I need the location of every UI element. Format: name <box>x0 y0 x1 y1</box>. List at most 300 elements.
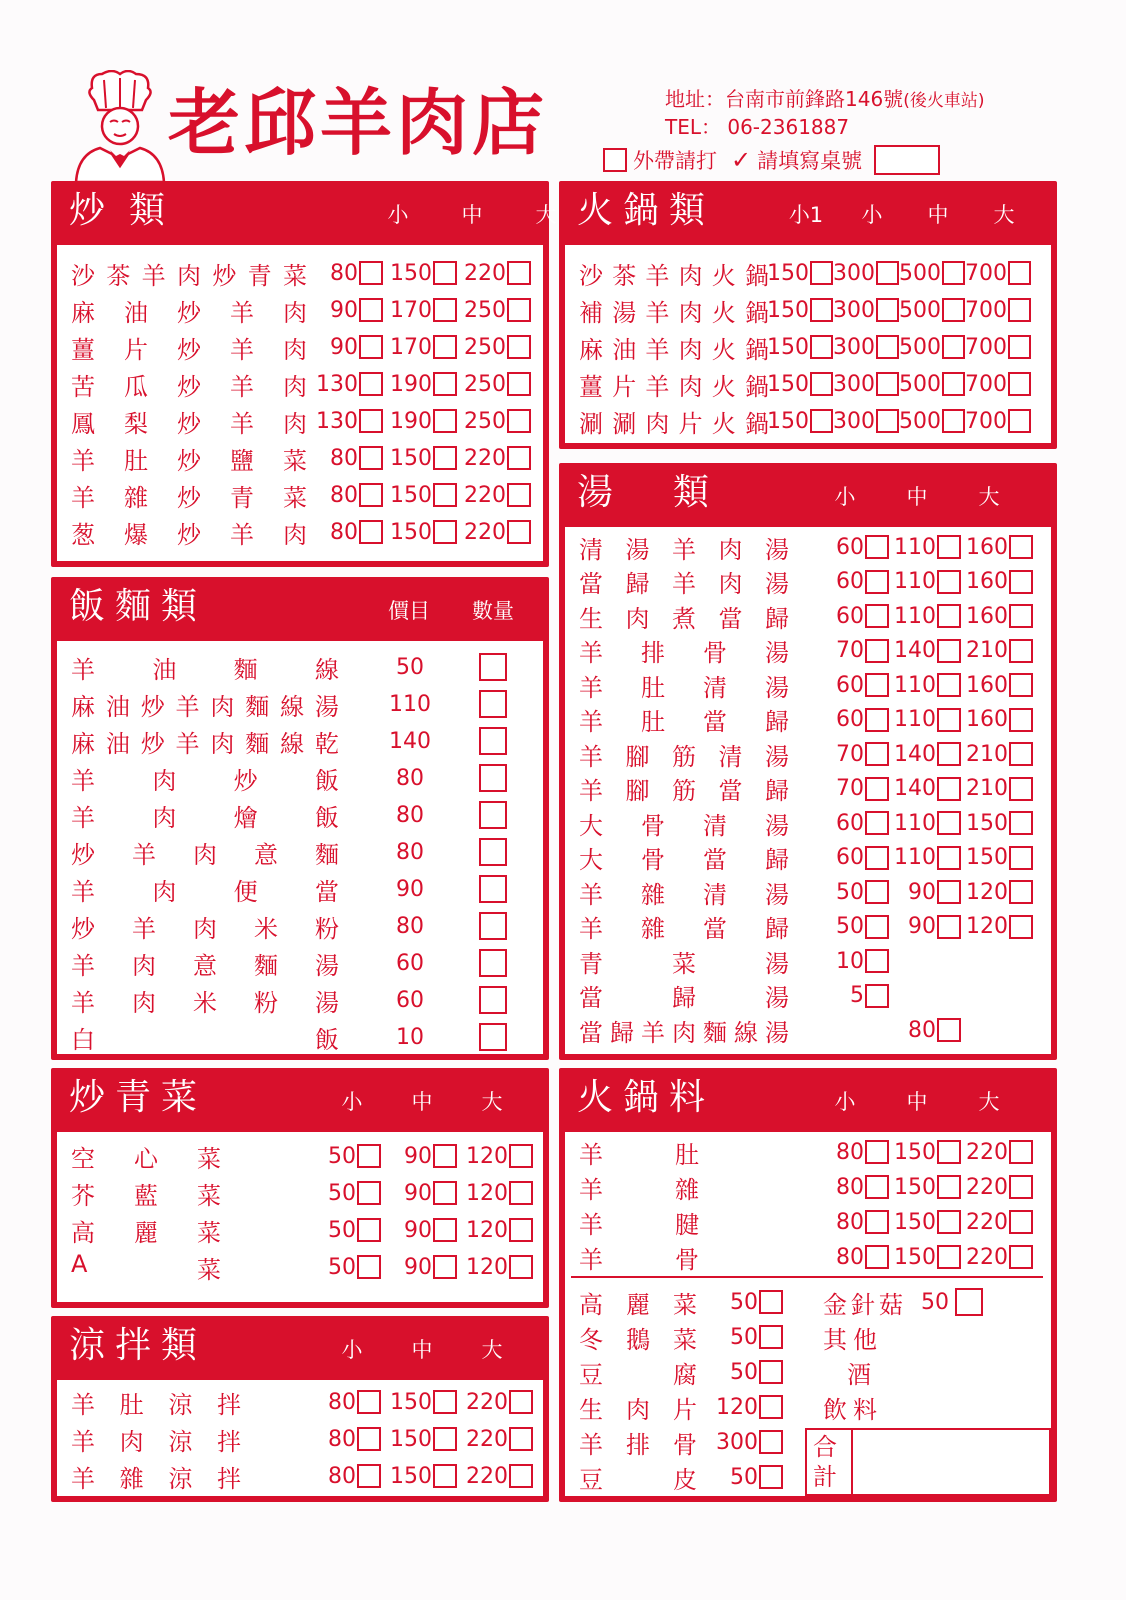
item-name-char: 羊 <box>579 1210 603 1239</box>
item-name-char: 片 <box>678 409 703 438</box>
price-options <box>817 1245 1033 1270</box>
item-name-char: 肉 <box>193 914 217 943</box>
price-option <box>309 261 383 286</box>
order-checkbox[interactable] <box>937 570 961 594</box>
quantity-checkbox[interactable] <box>479 764 507 792</box>
price-value: 90 <box>330 334 358 360</box>
item-name-char: 排 <box>641 639 665 667</box>
item-name-char: 炒 <box>140 729 165 758</box>
item-name-char: 羊 <box>71 483 95 512</box>
price-option <box>381 1464 457 1489</box>
price-value: 140 <box>894 638 936 663</box>
item-name <box>579 293 769 328</box>
item-name-char: 茶 <box>612 261 637 290</box>
order-checkbox[interactable] <box>509 1464 533 1488</box>
order-checkbox[interactable] <box>433 1144 457 1168</box>
price-value: 110 <box>894 845 936 870</box>
item-name-char: 炒 <box>71 840 95 869</box>
order-checkbox[interactable] <box>1008 298 1031 322</box>
order-checkbox[interactable] <box>810 298 833 322</box>
price-value: 60 <box>836 534 864 560</box>
item-name-char: 羊 <box>71 803 95 832</box>
order-checkbox[interactable] <box>507 520 531 544</box>
item-name-char: 湯 <box>314 692 339 721</box>
order-checkbox[interactable] <box>507 261 531 285</box>
col-small: 小 <box>861 203 883 227</box>
price-options <box>767 335 1031 360</box>
order-checkbox[interactable] <box>357 1464 381 1488</box>
item-name-char: 羊 <box>71 988 95 1017</box>
item-name-char: 肚 <box>124 446 148 475</box>
price-option <box>767 261 833 286</box>
order-checkbox[interactable] <box>433 1218 457 1242</box>
order-checkbox[interactable] <box>759 1325 783 1349</box>
order-checkbox[interactable] <box>433 520 457 544</box>
item-name <box>579 806 789 841</box>
order-checkbox[interactable] <box>1008 409 1031 433</box>
order-checkbox[interactable] <box>507 298 531 322</box>
order-checkbox[interactable] <box>509 1390 533 1414</box>
order-checkbox[interactable] <box>942 261 965 285</box>
item-name-char: 骨 <box>703 639 727 667</box>
quantity-checkbox[interactable] <box>479 1023 507 1051</box>
price-option <box>817 811 889 836</box>
menu-item-row <box>565 736 1051 772</box>
price-option <box>961 1245 1033 1270</box>
order-checkbox[interactable] <box>1009 1245 1033 1269</box>
order-checkbox[interactable] <box>433 372 457 396</box>
order-checkbox[interactable] <box>937 1175 961 1199</box>
item-name-char: 薑 <box>71 335 95 364</box>
col-medium: 中 <box>906 485 928 509</box>
order-checkbox[interactable] <box>1009 673 1033 697</box>
order-checkbox[interactable] <box>876 261 899 285</box>
item-name <box>71 441 307 476</box>
item-name-char: 肉 <box>152 766 177 795</box>
price-option <box>767 409 833 434</box>
order-checkbox[interactable] <box>433 1464 457 1488</box>
order-checkbox[interactable] <box>865 811 889 835</box>
order-checkbox[interactable] <box>865 846 889 870</box>
item-name <box>579 404 769 439</box>
order-checkbox[interactable] <box>1008 261 1031 285</box>
order-checkbox[interactable] <box>865 915 889 939</box>
menu-item-row <box>565 1424 795 1460</box>
price-value: 70 <box>836 741 864 767</box>
order-checkbox[interactable] <box>942 372 965 396</box>
order-checkbox[interactable] <box>865 949 889 973</box>
order-checkbox[interactable] <box>865 604 889 628</box>
price-value: 220 <box>464 482 506 508</box>
item-name-char: 羊 <box>645 261 670 290</box>
item-name-char: 羊 <box>579 742 603 771</box>
item-name-char: 筋 <box>672 742 696 771</box>
price-option <box>457 261 531 286</box>
order-checkbox[interactable] <box>507 335 531 359</box>
order-checkbox[interactable] <box>937 708 961 732</box>
order-checkbox[interactable] <box>865 880 889 904</box>
order-checkbox[interactable] <box>876 298 899 322</box>
order-checkbox[interactable] <box>876 409 899 433</box>
item-name <box>71 909 339 944</box>
order-checkbox[interactable] <box>433 446 457 470</box>
item-name <box>579 367 769 402</box>
order-checkbox[interactable] <box>359 298 383 322</box>
menu-item-row <box>565 1012 1051 1048</box>
price-options <box>309 298 531 323</box>
price-value: 80 <box>330 482 358 508</box>
order-checkbox[interactable] <box>759 1290 783 1314</box>
quantity-checkbox[interactable] <box>479 690 507 718</box>
item-name-char: 油 <box>612 335 637 364</box>
order-checkbox[interactable] <box>876 372 899 396</box>
order-checkbox[interactable] <box>359 520 383 544</box>
price-value: 300 <box>833 371 875 397</box>
item-name-char: 當 <box>703 846 727 874</box>
price-option <box>889 673 961 698</box>
item-name-char: 歸 <box>765 915 789 943</box>
price-option <box>961 1140 1033 1165</box>
order-checkbox[interactable] <box>359 409 383 433</box>
item-name-char: 當 <box>703 915 727 943</box>
order-checkbox[interactable] <box>759 1430 783 1454</box>
order-checkbox[interactable] <box>810 372 833 396</box>
item-name-char: 高 <box>71 1218 95 1247</box>
order-checkbox[interactable] <box>357 1181 381 1205</box>
quantity-checkbox[interactable] <box>479 727 507 755</box>
order-checkbox[interactable] <box>1009 570 1033 594</box>
price-value: 80 <box>328 1426 356 1452</box>
order-checkbox[interactable] <box>433 1181 457 1205</box>
order-checkbox[interactable] <box>509 1144 533 1168</box>
quantity-checkbox[interactable] <box>479 653 507 681</box>
order-checkbox[interactable] <box>937 915 961 939</box>
order-checkbox[interactable] <box>1008 372 1031 396</box>
price-option <box>383 298 457 323</box>
order-checkbox[interactable] <box>865 1175 889 1199</box>
item-name-char: 乾 <box>314 729 339 758</box>
item-name <box>579 702 789 737</box>
price-value: 50 <box>396 654 424 680</box>
order-checkbox[interactable] <box>359 335 383 359</box>
order-checkbox[interactable] <box>865 1245 889 1269</box>
order-checkbox[interactable] <box>433 483 457 507</box>
order-checkbox[interactable] <box>509 1181 533 1205</box>
order-checkbox[interactable] <box>937 1210 961 1234</box>
item-name-char: 清 <box>703 811 727 840</box>
price-option <box>309 335 383 360</box>
order-checkbox[interactable] <box>759 1465 783 1489</box>
price-option <box>381 1218 457 1243</box>
order-checkbox[interactable] <box>507 372 531 396</box>
price-value: 50 <box>328 1217 356 1243</box>
order-checkbox[interactable] <box>1009 1140 1033 1164</box>
item-name-char: 苦 <box>71 372 95 401</box>
quantity-checkbox[interactable] <box>479 912 507 940</box>
order-checkbox[interactable] <box>507 483 531 507</box>
section-body <box>57 641 543 1054</box>
item-name-char: 羊 <box>71 655 95 684</box>
order-checkbox[interactable] <box>1009 915 1033 939</box>
tel-label: TEL： <box>665 115 721 139</box>
col-small: 小 <box>834 485 856 509</box>
item-name-char: 骨 <box>641 846 665 874</box>
order-checkbox[interactable] <box>359 446 383 470</box>
section-title: 火鍋料 <box>577 1077 716 1118</box>
order-checkbox[interactable] <box>937 1245 961 1269</box>
order-checkbox[interactable] <box>1009 604 1033 628</box>
order-checkbox[interactable] <box>433 1427 457 1451</box>
size-headers <box>317 1086 527 1116</box>
order-checkbox[interactable] <box>865 1210 889 1234</box>
chef-logo-icon <box>72 70 168 182</box>
order-checkbox[interactable] <box>1009 811 1033 835</box>
order-checkbox[interactable] <box>509 1218 533 1242</box>
order-checkbox[interactable] <box>1009 846 1033 870</box>
price-option <box>305 1181 381 1206</box>
quantity-checkbox[interactable] <box>479 838 507 866</box>
price-option <box>817 776 889 801</box>
item-name <box>579 1425 697 1460</box>
order-checkbox[interactable] <box>1009 708 1033 732</box>
item-name-char: 骨 <box>641 811 665 840</box>
order-checkbox[interactable] <box>865 777 889 801</box>
col-medium: 中 <box>461 203 483 227</box>
total-field[interactable] <box>851 1430 1049 1494</box>
order-checkbox[interactable] <box>937 604 961 628</box>
item-name-char: 米 <box>254 914 278 943</box>
item-name-char: 肉 <box>176 261 201 290</box>
order-checkbox[interactable] <box>937 1140 961 1164</box>
item-name-char: 當 <box>718 777 743 805</box>
price-option <box>457 1464 533 1489</box>
price-value: 110 <box>894 603 936 629</box>
order-checkbox[interactable] <box>810 409 833 433</box>
order-checkbox[interactable] <box>507 409 531 433</box>
price-option <box>457 335 531 360</box>
item-name-char: 肉 <box>672 1018 696 1047</box>
menu-item-row <box>57 292 543 328</box>
order-checkbox[interactable] <box>937 777 961 801</box>
item-name-char: 湯 <box>625 535 650 564</box>
item-name-char: 羊 <box>579 1175 603 1204</box>
order-checkbox[interactable] <box>810 261 833 285</box>
price-options <box>817 1018 961 1043</box>
order-checkbox[interactable] <box>357 1144 381 1168</box>
order-checkbox[interactable] <box>865 673 889 697</box>
item-name <box>579 530 789 565</box>
order-checkbox[interactable] <box>1009 1175 1033 1199</box>
item-name-char: 青 <box>579 949 603 978</box>
quantity-checkbox[interactable] <box>479 875 507 903</box>
price-options <box>305 1255 533 1280</box>
order-checkbox[interactable] <box>433 261 457 285</box>
order-checkbox[interactable] <box>507 446 531 470</box>
price-option <box>961 914 1033 939</box>
item-name-char: 筋 <box>672 777 696 805</box>
price-options <box>817 742 1033 767</box>
item-name-char: 雜 <box>675 1175 699 1204</box>
item-name <box>579 875 789 910</box>
item-name-char: 羊 <box>641 1018 665 1047</box>
price-value: 700 <box>965 371 1007 397</box>
table-number-field[interactable] <box>874 145 940 175</box>
item-name-char: 骨 <box>673 1430 697 1459</box>
order-checkbox[interactable] <box>955 1288 983 1316</box>
price-value: 60 <box>836 672 864 698</box>
order-checkbox[interactable] <box>357 1390 381 1414</box>
item-name-char: 火 <box>711 372 736 401</box>
order-checkbox[interactable] <box>759 1360 783 1384</box>
item-name-char: 肉 <box>645 409 670 438</box>
section-title: 飯麵類 <box>69 586 208 627</box>
price-option <box>817 707 889 732</box>
price-value: 80 <box>396 913 424 939</box>
order-checkbox[interactable] <box>1009 1210 1033 1234</box>
order-checkbox[interactable] <box>937 846 961 870</box>
order-checkbox[interactable] <box>865 708 889 732</box>
order-checkbox[interactable] <box>942 298 965 322</box>
section-body <box>565 1132 1051 1496</box>
price-option <box>817 535 889 560</box>
item-name-char: 當 <box>579 570 603 598</box>
price-option <box>305 1390 381 1415</box>
col-large: 大 <box>481 1338 503 1362</box>
order-checkbox[interactable] <box>937 1018 961 1042</box>
price-value: 150 <box>390 1463 432 1489</box>
order-checkbox[interactable] <box>359 483 383 507</box>
price-option <box>457 409 531 434</box>
menu-item-row <box>565 978 1051 1014</box>
col-small: 小 <box>341 1090 363 1114</box>
item-name <box>579 1013 789 1048</box>
price-option <box>889 914 961 939</box>
item-name-char: 當 <box>579 984 603 1012</box>
order-checkbox[interactable] <box>433 409 457 433</box>
order-checkbox[interactable] <box>433 1255 457 1279</box>
price-value: 60 <box>836 569 864 594</box>
item-name <box>579 330 769 365</box>
menu-item-row <box>565 1389 795 1425</box>
order-checkbox[interactable] <box>1009 639 1033 663</box>
order-checkbox[interactable] <box>937 811 961 835</box>
order-checkbox[interactable] <box>433 1390 457 1414</box>
menu-item-row <box>57 1212 543 1248</box>
price-option <box>309 446 383 471</box>
item-name-char: 線 <box>734 1018 758 1047</box>
section-body <box>57 1132 543 1302</box>
price-options <box>767 298 1031 323</box>
price-option <box>383 372 457 397</box>
order-checkbox[interactable] <box>865 984 889 1008</box>
quantity-checkbox[interactable] <box>479 949 507 977</box>
item-name-char: 炒 <box>177 520 201 549</box>
price-options <box>309 335 531 360</box>
price-option <box>309 298 383 323</box>
quantity-checkbox[interactable] <box>479 801 507 829</box>
price-option <box>961 880 1033 905</box>
order-checkbox[interactable] <box>937 639 961 663</box>
item-name-char: 肚 <box>641 673 665 702</box>
order-checkbox[interactable] <box>433 335 457 359</box>
order-checkbox[interactable] <box>357 1255 381 1279</box>
item-name-char: 羊 <box>579 777 603 805</box>
order-checkbox[interactable] <box>1009 777 1033 801</box>
order-checkbox[interactable] <box>433 298 457 322</box>
order-checkbox[interactable] <box>509 1427 533 1451</box>
order-checkbox[interactable] <box>357 1218 381 1242</box>
item-name-char: 火 <box>711 409 736 438</box>
item-name-char: 當 <box>718 604 743 633</box>
order-checkbox[interactable] <box>937 880 961 904</box>
price-value: 140 <box>894 741 936 767</box>
order-checkbox[interactable] <box>937 673 961 697</box>
item-name-char: 炒 <box>71 914 95 943</box>
item-name-char: 湯 <box>315 951 339 980</box>
order-checkbox[interactable] <box>942 335 965 359</box>
price-option <box>889 811 961 836</box>
order-checkbox[interactable] <box>865 570 889 594</box>
item-name-char: 線 <box>314 655 339 684</box>
order-checkbox[interactable] <box>942 409 965 433</box>
order-checkbox[interactable] <box>865 535 889 559</box>
price-value: 160 <box>966 534 1008 560</box>
price-value: 50 <box>730 1464 758 1490</box>
quantity-checkbox[interactable] <box>479 986 507 1014</box>
order-checkbox[interactable] <box>759 1395 783 1419</box>
item-name-char: 空 <box>71 1144 95 1173</box>
item-name-char: 當 <box>579 1018 603 1047</box>
order-checkbox[interactable] <box>509 1255 533 1279</box>
order-checkbox[interactable] <box>357 1427 381 1451</box>
order-checkbox[interactable] <box>937 742 961 766</box>
item-name-char: 米 <box>193 988 217 1017</box>
order-checkbox[interactable] <box>1009 880 1033 904</box>
price-option <box>965 298 1031 323</box>
item-name-char: 麗 <box>134 1218 158 1247</box>
order-checkbox[interactable] <box>937 535 961 559</box>
item-name-char: 油 <box>152 655 177 684</box>
order-checkbox[interactable] <box>1008 335 1031 359</box>
order-checkbox[interactable] <box>1009 742 1033 766</box>
price-option <box>889 1018 961 1043</box>
item-name-char: 肚 <box>675 1140 699 1169</box>
price-option <box>961 811 1033 836</box>
order-checkbox[interactable] <box>865 742 889 766</box>
size-headers <box>317 1334 527 1364</box>
menu-item-row <box>565 805 1051 841</box>
order-checkbox[interactable] <box>810 335 833 359</box>
order-checkbox[interactable] <box>876 335 899 359</box>
price-option <box>889 845 961 870</box>
price-value: 210 <box>966 776 1008 801</box>
price-option <box>961 776 1033 801</box>
price-option <box>833 261 899 286</box>
takeout-checkbox[interactable] <box>603 148 627 172</box>
order-checkbox[interactable] <box>1009 535 1033 559</box>
order-checkbox[interactable] <box>865 639 889 663</box>
order-checkbox[interactable] <box>359 372 383 396</box>
price-value: 250 <box>464 371 506 397</box>
price-value: 80 <box>328 1463 356 1489</box>
price-value: 110 <box>894 810 936 836</box>
price-value: 250 <box>464 297 506 323</box>
order-checkbox[interactable] <box>865 1140 889 1164</box>
item-name-char: 羊 <box>230 335 254 364</box>
order-checkbox[interactable] <box>359 261 383 285</box>
price-value: 50 <box>730 1359 758 1385</box>
price-option <box>899 298 965 323</box>
